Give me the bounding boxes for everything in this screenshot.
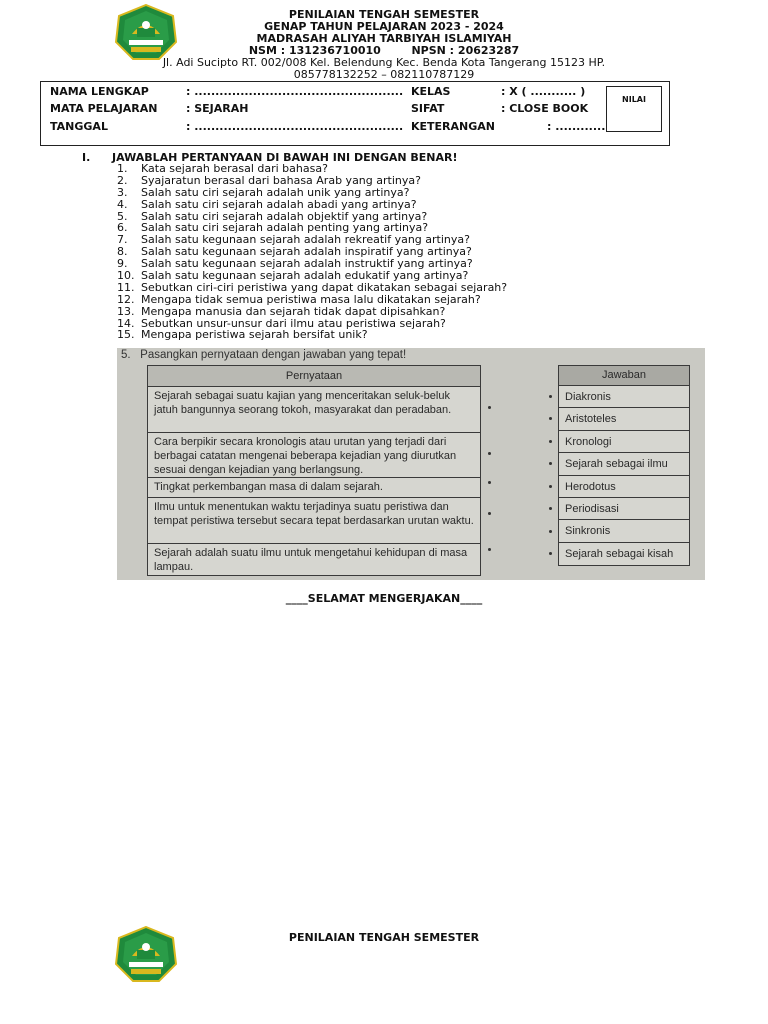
answer-dot[interactable]: [549, 485, 552, 488]
class-label: KELAS: [411, 85, 451, 98]
section-text: JAWABLAH PERTANYAAN DI BAWAH INI DENGAN BENAR!: [112, 151, 458, 164]
list-item: 13. Mengapa manusia dan sejarah tidak dapat dipisahkan?: [117, 304, 446, 318]
statements-table: [147, 365, 481, 576]
answer-row: Herodotus: [559, 476, 689, 498]
nature-label: SIFAT: [411, 102, 445, 115]
answer-row: Sejarah sebagai kisah: [565, 547, 674, 560]
note-label: KETERANGAN: [411, 120, 495, 133]
answer-row: Periodisasi: [559, 498, 689, 520]
academic-year: GENAP TAHUN PELAJARAN 2023 - 2024: [264, 20, 504, 33]
subject-value: : SEJARAH: [186, 102, 249, 115]
answer-row: Diakronis: [559, 386, 689, 408]
answer-row: Sejarah sebagai ilmu: [559, 453, 689, 475]
statement-row: Tingkat perkembangan masa di dalam sejarah.: [148, 478, 480, 498]
statement-dot[interactable]: [488, 512, 491, 515]
school-name: MADRASAH ALIYAH TARBIYAH ISLAMIYAH: [256, 32, 512, 45]
score-label: NILAI: [622, 95, 646, 104]
exam-title: PENILAIAN TENGAH SEMESTER: [288, 8, 480, 21]
statement-row: Sejarah sebagai suatu kajian yang menceritakan seluk-beluk jatuh bangunnya seorang tokoh, masyarakat dan peradaban.: [148, 387, 480, 433]
name-label: NAMA LENGKAP: [50, 85, 149, 98]
list-item: 5. Salah satu ciri sejarah adalah objektif yang artinya?: [117, 209, 428, 223]
list-item: 9. Salah satu kegunaan sejarah adalah instruktif yang artinya?: [117, 257, 473, 271]
date-label: TANGGAL: [50, 120, 108, 133]
date-field[interactable]: : ..................................................: [186, 120, 404, 133]
answer-dot[interactable]: [549, 462, 552, 465]
list-item: 8. Salah satu kegunaan sejarah adalah inspiratif yang artinya?: [117, 245, 472, 259]
list-item: 14. Sebutkan unsur-unsur dari ilmu atau peristiwa sejarah?: [117, 316, 446, 330]
score-box: [606, 86, 662, 132]
statement-dot[interactable]: [488, 548, 491, 551]
school-phone: 085778132252 – 082110787129: [293, 68, 475, 81]
statement-row: Cara berpikir secara kronologis atau urutan yang terjadi dari berbagai catatan mengenai beberapa kejadian yang diurutkan sesuai dengan kejadian yang berlangsung.: [148, 433, 480, 478]
list-item: 3. Salah satu ciri sejarah adalah unik yang artinya?: [117, 185, 410, 199]
list-item: 2. Syajaratun berasal dari bahasa Arab yang artinya?: [117, 173, 421, 187]
list-item: 12. Mengapa tidak semua peristiwa masa lalu dikatakan sejarah?: [117, 292, 481, 306]
list-item: 10. Salah satu kegunaan sejarah adalah edukatif yang artinya?: [117, 269, 469, 283]
statement-dot[interactable]: [488, 481, 491, 484]
list-item: 4. Salah satu ciri sejarah adalah abadi yang artinya?: [117, 197, 417, 211]
answer-dot[interactable]: [549, 530, 552, 533]
answer-row: Aristoteles: [559, 408, 689, 430]
closing-message: ____SELAMAT MENGERJAKAN____: [285, 592, 483, 605]
list-item: 6. Salah satu ciri sejarah adalah penting yang artinya?: [117, 221, 429, 235]
statement-row: Sejarah adalah suatu ilmu untuk mengetahui kehidupan di masa lampau.: [154, 547, 468, 573]
answer-row: Sinkronis: [559, 520, 689, 542]
school-ids: NSM : 131236710010 NPSN : 20623287: [248, 44, 520, 57]
matching-title: 5. Pasangkan pernyataan dengan jawaban yang tepat!: [121, 349, 407, 361]
subject-label: MATA PELAJARAN: [50, 102, 158, 115]
school-address: Jl. Adi Sucipto RT. 002/008 Kel. Belendung Kec. Benda Kota Tangerang 15123 HP.: [162, 56, 606, 69]
matching-exercise-photo: [117, 348, 705, 580]
answers-header: Jawaban: [559, 366, 689, 386]
statement-dot[interactable]: [488, 406, 491, 409]
class-field[interactable]: : X ( ........... ): [501, 85, 586, 98]
question-list: [117, 163, 507, 341]
note-field[interactable]: : ............: [547, 120, 606, 133]
answer-dot[interactable]: [549, 417, 552, 420]
answer-dot[interactable]: [549, 440, 552, 443]
section-number: I.: [82, 151, 91, 164]
answer-dot[interactable]: [549, 507, 552, 510]
list-item: 7. Salah satu kegunaan sejarah adalah rekreatif yang artinya?: [117, 233, 470, 247]
answers-table: [558, 365, 690, 566]
list-item: 15. Mengapa peristiwa sejarah bersifat unik?: [117, 328, 368, 342]
statement-row: Ilmu untuk menentukan waktu terjadinya suatu peristiwa dan tempat peristiwa tersebut secara tepat berdasarkan urutan waktu.: [148, 498, 480, 544]
list-item: 1. Kata sejarah berasal dari bahasa?: [117, 162, 328, 175]
list-item: 11. Sebutkan ciri-ciri peristiwa yang dapat dikatakan sebagai sejarah?: [117, 280, 508, 294]
next-page-title: PENILAIAN TENGAH SEMESTER: [288, 931, 480, 944]
statements-header: Pernyataan: [148, 366, 480, 387]
answer-row: Kronologi: [559, 431, 689, 453]
answer-dot[interactable]: [549, 395, 552, 398]
student-info-box: [40, 81, 670, 146]
answer-dot[interactable]: [549, 552, 552, 555]
statement-dot[interactable]: [488, 452, 491, 455]
name-field[interactable]: : ..................................................: [186, 85, 404, 98]
nature-value: : CLOSE BOOK: [501, 102, 589, 115]
